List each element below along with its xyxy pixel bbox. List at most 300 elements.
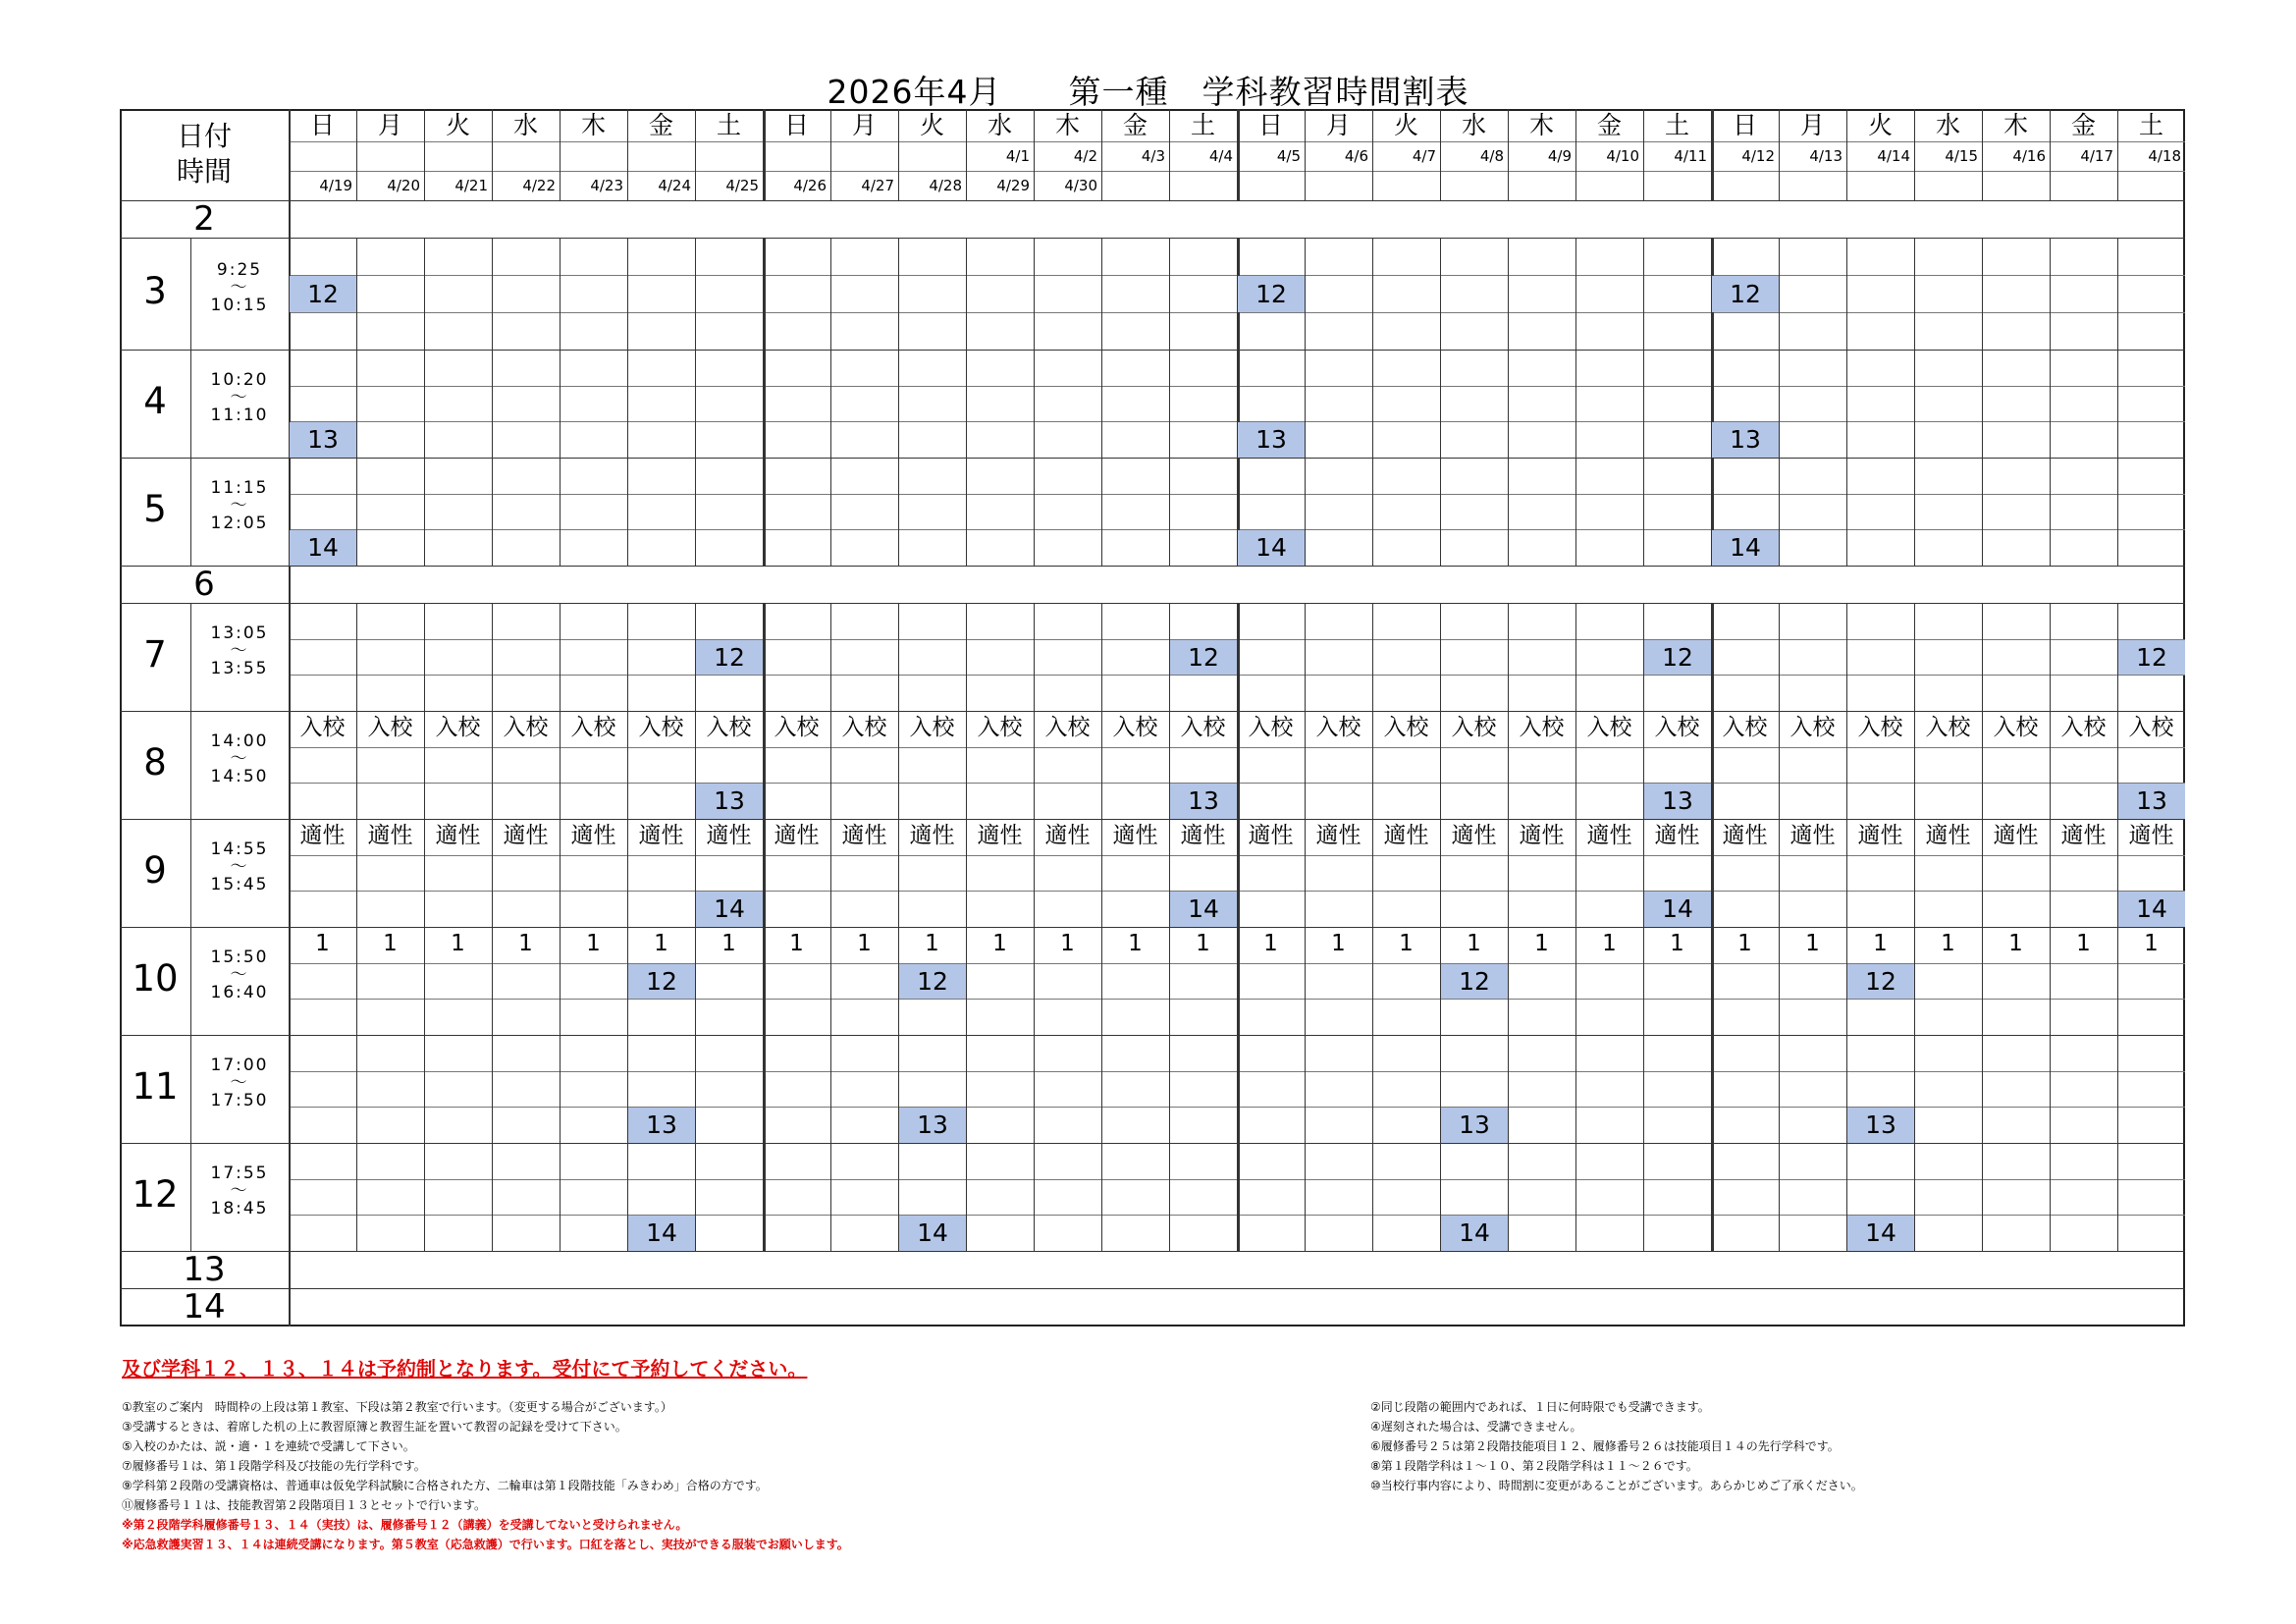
- grid-line: [1914, 350, 1915, 458]
- grid-line: [1305, 1035, 1306, 1143]
- grid-line: [695, 350, 696, 458]
- grid-line: [2117, 1035, 2118, 1143]
- grid-line: [966, 458, 967, 566]
- course-one-cell[interactable]: 1: [451, 931, 465, 956]
- grid-line: [966, 1143, 967, 1251]
- class-cell[interactable]: 13: [1847, 1108, 1914, 1143]
- date-row2: [1982, 177, 2050, 200]
- tekisei-cell[interactable]: 適性: [1315, 823, 1362, 848]
- grid-line: [1305, 1143, 1306, 1251]
- nyuko-cell[interactable]: 入校: [1586, 715, 1632, 740]
- course-one-cell[interactable]: 1: [586, 931, 601, 956]
- course-one-cell[interactable]: 1: [1331, 931, 1346, 956]
- grid-line: [1982, 238, 1983, 350]
- class-cell[interactable]: 13: [628, 1108, 695, 1143]
- date-row2: [1643, 177, 1711, 200]
- date-row2: [1711, 177, 1779, 200]
- tekisei-cell[interactable]: 適性: [1586, 823, 1632, 848]
- grid-line: [356, 1035, 357, 1143]
- date-row2: [1305, 177, 1372, 200]
- nyuko-cell[interactable]: 入校: [706, 715, 752, 740]
- grid-line: [1508, 1143, 1509, 1251]
- nyuko-cell[interactable]: 入校: [1383, 715, 1429, 740]
- class-cell[interactable]: 12: [628, 964, 695, 1000]
- period-label: 14: [183, 1287, 226, 1326]
- time-tilde: ～: [230, 857, 249, 877]
- grid-line: [1101, 1035, 1102, 1143]
- nyuko-cell[interactable]: 入校: [1857, 715, 1903, 740]
- date-row1: 4/8: [1479, 147, 1504, 165]
- period-label: 12: [132, 1173, 179, 1216]
- grid-line: [1034, 1035, 1035, 1143]
- grid-line: [1034, 603, 1035, 711]
- course-one-cell[interactable]: 1: [857, 931, 872, 956]
- class-cell[interactable]: 12: [1644, 640, 1711, 676]
- grid-line: [1305, 238, 1306, 350]
- day-of-week: 水: [1461, 111, 1486, 139]
- note-line: ⑥履修番号２５は第２段階技能項目１２、履修番号２６は技能項目１４の先行学科です。: [1370, 1439, 1840, 1453]
- grid-line: [1846, 458, 1847, 566]
- tekisei-cell[interactable]: 適性: [2060, 823, 2107, 848]
- period-label: 8: [143, 741, 167, 784]
- grid-line: [560, 603, 561, 711]
- nyuko-cell[interactable]: 入校: [367, 715, 413, 740]
- date-row1: [695, 147, 763, 171]
- class-cell[interactable]: 13: [1238, 422, 1305, 458]
- time-tilde: ～: [230, 641, 249, 661]
- grid-line: [763, 1035, 766, 1143]
- grid-line: [1643, 238, 1644, 350]
- grid-line: [424, 458, 425, 566]
- nyuko-cell[interactable]: 入校: [1044, 715, 1091, 740]
- grid-line: [1508, 350, 1509, 458]
- day-of-week: 金: [1596, 111, 1622, 139]
- grid-line: [1643, 1035, 1644, 1143]
- grid-line: [966, 238, 967, 350]
- tekisei-cell[interactable]: 適性: [1857, 823, 1903, 848]
- tekisei-cell[interactable]: 適性: [1993, 823, 2039, 848]
- grid-line: [1237, 1143, 1240, 1251]
- grid-line: [1575, 603, 1576, 711]
- grid-line: [560, 238, 561, 350]
- day-of-week: 日: [1732, 111, 1757, 139]
- grid-line: [120, 1143, 2185, 1144]
- grid-line: [1779, 1143, 1780, 1251]
- note-line: ⑪履修番号１１は、技能教習第２段階項目１３とセットで行います。: [122, 1498, 487, 1512]
- day-of-week: 月: [377, 111, 402, 139]
- tekisei-cell[interactable]: 適性: [1180, 823, 1226, 848]
- class-cell[interactable]: 12: [696, 640, 763, 676]
- grid-line: [763, 350, 766, 458]
- grid-line: [1779, 238, 1780, 350]
- nyuko-cell[interactable]: 入校: [1993, 715, 2039, 740]
- grid-line: [1305, 458, 1306, 566]
- tekisei-cell[interactable]: 適性: [977, 823, 1023, 848]
- period-end-time: 12:05: [210, 514, 269, 533]
- grid-line: [424, 603, 425, 711]
- grid-line: [1575, 458, 1576, 566]
- grid-line: [830, 1035, 831, 1143]
- class-cell[interactable]: 12: [290, 276, 356, 312]
- grid-line: [898, 603, 899, 711]
- grid-line: [120, 1035, 2185, 1036]
- tekisei-cell[interactable]: 適性: [638, 823, 684, 848]
- grid-line: [356, 603, 357, 711]
- grid-line: [1508, 458, 1509, 566]
- day-of-week: 木: [2002, 111, 2028, 139]
- grid-line: [1169, 1035, 1170, 1143]
- note-line: ②同じ段階の範囲内であれば、１日に何時限でも受講できます。: [1370, 1400, 1710, 1414]
- grid-line: [1982, 1035, 1983, 1143]
- course-one-cell[interactable]: 1: [315, 931, 330, 956]
- class-cell[interactable]: 12: [1238, 276, 1305, 312]
- date-row1: 4/12: [1741, 147, 1775, 165]
- course-one-cell[interactable]: 1: [1128, 931, 1143, 956]
- class-cell[interactable]: 14: [2118, 892, 2185, 927]
- date-row1: 4/5: [1276, 147, 1301, 165]
- grid-line: [120, 1288, 2185, 1289]
- grid-line: [627, 238, 628, 350]
- date-row1: 4/14: [1877, 147, 1910, 165]
- date-row2: 4/21: [454, 177, 488, 194]
- grid-line: [1101, 1143, 1102, 1251]
- grid-line: [966, 350, 967, 458]
- class-cell[interactable]: 12: [2118, 640, 2185, 676]
- period-start-time: 11:15: [210, 478, 269, 498]
- date-row1: [492, 147, 560, 171]
- period-end-time: 14:50: [210, 767, 269, 786]
- class-cell[interactable]: 13: [1644, 784, 1711, 819]
- period-end-time: 16:40: [210, 983, 269, 1002]
- class-cell[interactable]: 14: [696, 892, 763, 927]
- date-row2: 4/26: [793, 177, 827, 194]
- period-label: 5: [143, 488, 167, 530]
- date-row1: 4/10: [1606, 147, 1639, 165]
- day-of-week: 水: [512, 111, 538, 139]
- course-one-cell[interactable]: 1: [2144, 931, 2159, 956]
- grid-line: [1982, 458, 1983, 566]
- grid-line: [695, 238, 696, 350]
- class-cell[interactable]: 14: [1644, 892, 1711, 927]
- grid-line: [1643, 350, 1644, 458]
- course-one-cell[interactable]: 1: [1737, 931, 1752, 956]
- course-one-cell[interactable]: 1: [992, 931, 1007, 956]
- grid-line: [1914, 1143, 1915, 1251]
- grid-line: [120, 458, 2185, 459]
- grid-line: [1237, 603, 1240, 711]
- grid-line: [492, 1035, 493, 1143]
- nyuko-cell[interactable]: 入校: [1112, 715, 1158, 740]
- date-row2: [2050, 177, 2117, 200]
- grid-line: [763, 458, 766, 566]
- class-cell[interactable]: 12: [1847, 964, 1914, 1000]
- note-line: ④遅刻された場合は、受講できません。: [1370, 1420, 1582, 1434]
- nyuko-cell[interactable]: 入校: [435, 715, 481, 740]
- grid-line: [830, 238, 831, 350]
- grid-line: [695, 1143, 696, 1251]
- course-one-cell[interactable]: 1: [925, 931, 939, 956]
- grid-line: [1372, 603, 1373, 711]
- class-cell[interactable]: 14: [1170, 892, 1237, 927]
- grid-line: [1914, 603, 1915, 711]
- class-cell[interactable]: 13: [1441, 1108, 1508, 1143]
- class-cell[interactable]: 12: [1712, 276, 1779, 312]
- class-cell[interactable]: 12: [1441, 964, 1508, 1000]
- class-cell[interactable]: 12: [1170, 640, 1237, 676]
- class-cell[interactable]: 13: [899, 1108, 966, 1143]
- grid-line: [356, 350, 357, 458]
- course-one-cell[interactable]: 1: [518, 931, 533, 956]
- course-one-cell[interactable]: 1: [1196, 931, 1210, 956]
- period-end-time: 10:15: [210, 296, 269, 315]
- date-row1: [356, 147, 424, 171]
- course-one-cell[interactable]: 1: [654, 931, 668, 956]
- period-label: 3: [143, 270, 167, 312]
- date-row1: 4/16: [2012, 147, 2046, 165]
- tekisei-cell[interactable]: 適性: [774, 823, 820, 848]
- date-row1: 4/18: [2148, 147, 2181, 165]
- tekisei-cell[interactable]: 適性: [1112, 823, 1158, 848]
- tekisei-cell[interactable]: 適性: [435, 823, 481, 848]
- grid-line: [1101, 603, 1102, 711]
- grid-line: [898, 238, 899, 350]
- date-row2: 4/19: [319, 177, 352, 194]
- nyuko-cell[interactable]: 入校: [1654, 715, 1700, 740]
- date-row2: [1237, 177, 1305, 200]
- nyuko-cell[interactable]: 入校: [638, 715, 684, 740]
- course-one-cell[interactable]: 1: [1805, 931, 1820, 956]
- grid-line: [1305, 350, 1306, 458]
- day-of-week: 土: [1664, 111, 1689, 139]
- day-of-week: 土: [716, 111, 741, 139]
- day-of-week: 金: [2070, 111, 2096, 139]
- tekisei-cell[interactable]: 適性: [1789, 823, 1836, 848]
- nyuko-cell[interactable]: 入校: [1451, 715, 1497, 740]
- tekisei-cell[interactable]: 適性: [1451, 823, 1497, 848]
- grid-line: [1101, 238, 1102, 350]
- grid-line: [830, 1143, 831, 1251]
- nyuko-cell[interactable]: 入校: [1519, 715, 1565, 740]
- nyuko-cell[interactable]: 入校: [1925, 715, 1971, 740]
- grid-line: [120, 1251, 2185, 1252]
- tekisei-cell[interactable]: 適性: [841, 823, 887, 848]
- course-one-cell[interactable]: 1: [2008, 931, 2023, 956]
- course-one-cell[interactable]: 1: [383, 931, 398, 956]
- grid-line: [2050, 1143, 2051, 1251]
- class-cell[interactable]: 13: [290, 422, 356, 458]
- tekisei-cell[interactable]: 適性: [1654, 823, 1700, 848]
- grid-line: [356, 1143, 357, 1251]
- grid-line: [1575, 1143, 1576, 1251]
- grid-line: [492, 458, 493, 566]
- nyuko-cell[interactable]: 入校: [1248, 715, 1294, 740]
- date-row1: [898, 147, 966, 171]
- grid-line: [1372, 350, 1373, 458]
- grid-line: [1440, 350, 1441, 458]
- period-start-time: 13:05: [210, 623, 269, 643]
- day-of-week: 日: [309, 111, 335, 139]
- grid-line: [120, 566, 2185, 567]
- period-label: 2: [193, 199, 215, 239]
- time-tilde: ～: [230, 965, 249, 985]
- nyuko-cell[interactable]: 入校: [909, 715, 955, 740]
- date-row2: [1440, 177, 1508, 200]
- grid-line: [830, 603, 831, 711]
- nyuko-cell[interactable]: 入校: [2060, 715, 2107, 740]
- class-cell[interactable]: 14: [1238, 530, 1305, 566]
- tekisei-cell[interactable]: 適性: [1248, 823, 1294, 848]
- tekisei-cell[interactable]: 適性: [503, 823, 549, 848]
- course-one-cell[interactable]: 1: [1602, 931, 1617, 956]
- nyuko-cell[interactable]: 入校: [1722, 715, 1768, 740]
- grid-line: [1440, 238, 1441, 350]
- note-line: ⑦履修番号１は、第１段階学科及び技能の先行学科です。: [122, 1459, 426, 1473]
- grid-line: [1508, 1035, 1509, 1143]
- class-cell[interactable]: 13: [1170, 784, 1237, 819]
- course-one-cell[interactable]: 1: [1060, 931, 1075, 956]
- course-one-cell[interactable]: 1: [789, 931, 804, 956]
- class-cell[interactable]: 14: [628, 1216, 695, 1251]
- reservation-notice: 及び学科１２、１３、１４は予約制となります。受付にて予約してください。: [122, 1357, 808, 1380]
- corner-time-label: 時間: [176, 155, 232, 188]
- nyuko-cell[interactable]: 入校: [841, 715, 887, 740]
- grid-line: [2050, 603, 2051, 711]
- tekisei-cell[interactable]: 適性: [1044, 823, 1091, 848]
- nyuko-cell[interactable]: 入校: [977, 715, 1023, 740]
- course-one-cell[interactable]: 1: [1467, 931, 1481, 956]
- grid-line: [1034, 458, 1035, 566]
- nyuko-cell[interactable]: 入校: [2128, 715, 2174, 740]
- date-row1: [763, 147, 830, 171]
- grid-line: [1440, 603, 1441, 711]
- grid-line: [1575, 238, 1576, 350]
- tekisei-cell[interactable]: 適性: [2128, 823, 2174, 848]
- grid-line: [492, 238, 493, 350]
- grid-line: [1508, 603, 1509, 711]
- grid-line: [424, 238, 425, 350]
- tekisei-cell[interactable]: 適性: [570, 823, 616, 848]
- grid-line: [627, 458, 628, 566]
- grid-line: [1034, 238, 1035, 350]
- schedule-table: [120, 109, 2185, 1326]
- grid-line: [763, 1143, 766, 1251]
- date-row2: 4/22: [522, 177, 556, 194]
- day-of-week: 金: [1122, 111, 1148, 139]
- day-of-week: 水: [987, 111, 1012, 139]
- tekisei-cell[interactable]: 適性: [1925, 823, 1971, 848]
- course-one-cell[interactable]: 1: [1941, 931, 1955, 956]
- date-row2: [1779, 177, 1846, 200]
- class-cell[interactable]: 14: [1441, 1216, 1508, 1251]
- grid-line: [492, 350, 493, 458]
- period-label: 11: [132, 1065, 179, 1108]
- note-line: ⑨学科第２段階の受講資格は、普通車は仮免学科試験に合格された方、二輪車は第１段階技能「みきわめ」合格の方です。: [122, 1479, 768, 1492]
- grid-line: [1982, 603, 1983, 711]
- grid-line: [1643, 458, 1644, 566]
- class-cell[interactable]: 13: [2118, 784, 2185, 819]
- class-cell[interactable]: 14: [1847, 1216, 1914, 1251]
- course-one-cell[interactable]: 1: [1399, 931, 1414, 956]
- grid-line: [2050, 350, 2051, 458]
- date-row2: [1914, 177, 1982, 200]
- day-of-week: 金: [648, 111, 673, 139]
- course-one-cell[interactable]: 1: [1263, 931, 1278, 956]
- period-label: 9: [143, 849, 167, 892]
- grid-line: [424, 350, 425, 458]
- nyuko-cell[interactable]: 入校: [570, 715, 616, 740]
- grid-line: [492, 1143, 493, 1251]
- grid-line: [1914, 1035, 1915, 1143]
- course-one-cell[interactable]: 1: [1670, 931, 1684, 956]
- grid-line: [1779, 350, 1780, 458]
- course-one-cell[interactable]: 1: [1534, 931, 1549, 956]
- tekisei-cell[interactable]: 適性: [299, 823, 346, 848]
- course-one-cell[interactable]: 1: [1873, 931, 1888, 956]
- day-of-week: 水: [1935, 111, 1960, 139]
- tekisei-cell[interactable]: 適性: [706, 823, 752, 848]
- tekisei-cell[interactable]: 適性: [1722, 823, 1768, 848]
- date-row2: [1846, 177, 1914, 200]
- period-start-time: 17:00: [210, 1056, 269, 1075]
- grid-line: [1372, 1143, 1373, 1251]
- grid-line: [560, 458, 561, 566]
- nyuko-cell[interactable]: 入校: [1315, 715, 1362, 740]
- tekisei-cell[interactable]: 適性: [1383, 823, 1429, 848]
- day-of-week: 日: [783, 111, 809, 139]
- nyuko-cell[interactable]: 入校: [299, 715, 346, 740]
- course-one-cell[interactable]: 1: [721, 931, 736, 956]
- class-cell[interactable]: 13: [696, 784, 763, 819]
- tekisei-cell[interactable]: 適性: [1519, 823, 1565, 848]
- period-start-time: 10:20: [210, 370, 269, 390]
- grid-line: [695, 1035, 696, 1143]
- class-cell[interactable]: 12: [899, 964, 966, 1000]
- date-row2: 4/20: [387, 177, 420, 194]
- date-row2: [1101, 177, 1169, 200]
- course-one-cell[interactable]: 1: [2076, 931, 2091, 956]
- date-row2: 4/28: [929, 177, 962, 194]
- date-row2: [1169, 177, 1237, 200]
- grid-line: [1779, 603, 1780, 711]
- grid-line: [1711, 603, 1714, 711]
- warning-note: ※第２段階学科履修番号１３、１４（実技）は、履修番号１２（講義）を受講してないと受けられません。: [122, 1518, 688, 1532]
- nyuko-cell[interactable]: 入校: [1180, 715, 1226, 740]
- nyuko-cell[interactable]: 入校: [503, 715, 549, 740]
- class-cell[interactable]: 14: [290, 530, 356, 566]
- grid-line: [2117, 458, 2118, 566]
- grid-line: [424, 1035, 425, 1143]
- class-cell[interactable]: 14: [1712, 530, 1779, 566]
- class-cell[interactable]: 13: [1712, 422, 1779, 458]
- date-row1: 4/9: [1547, 147, 1572, 165]
- period-end-time: 15:45: [210, 875, 269, 894]
- nyuko-cell[interactable]: 入校: [1789, 715, 1836, 740]
- tekisei-cell[interactable]: 適性: [367, 823, 413, 848]
- period-label: 7: [143, 633, 167, 676]
- grid-line: [763, 238, 766, 350]
- date-row1: 4/2: [1073, 147, 1097, 165]
- time-tilde: ～: [230, 278, 249, 298]
- grid-line: [1034, 350, 1035, 458]
- nyuko-cell[interactable]: 入校: [774, 715, 820, 740]
- tekisei-cell[interactable]: 適性: [909, 823, 955, 848]
- class-cell[interactable]: 14: [899, 1216, 966, 1251]
- grid-line: [1372, 458, 1373, 566]
- date-row1: [560, 147, 627, 171]
- grid-line: [1169, 350, 1170, 458]
- date-row1: 4/15: [1945, 147, 1978, 165]
- grid-line: [1779, 1035, 1780, 1143]
